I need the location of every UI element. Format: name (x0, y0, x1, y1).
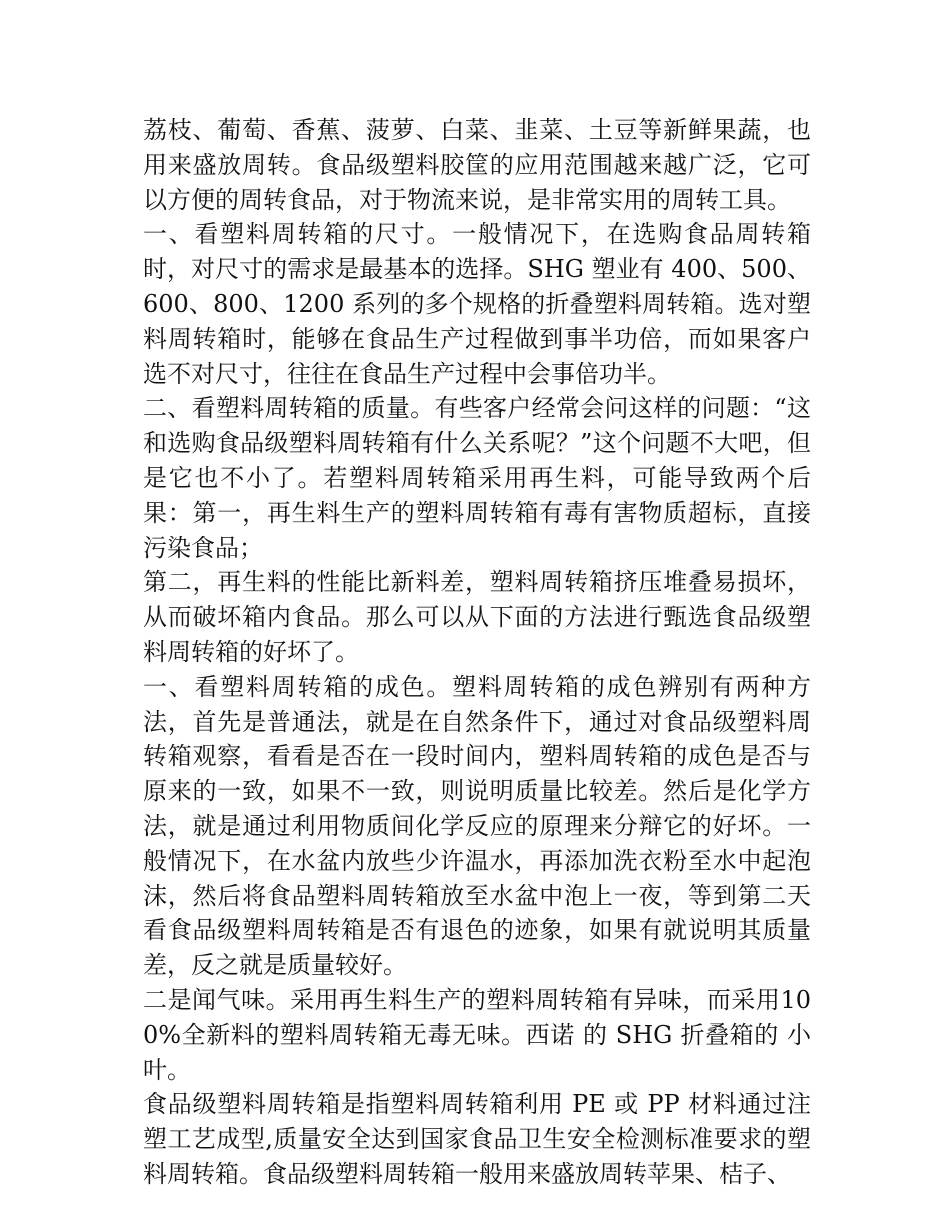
paragraph-6: 二是闻气味。采用再生料生产的塑料周转箱有异味，而采用100%全新料的塑料周转箱无毒无味。西诺 的 SHG 折叠箱的 小叶。 (143, 985, 811, 1084)
paragraph-3: 二、看塑料周转箱的质量。有些客户经常会问这样的问题：“这和选购食品级塑料周转箱有什么关系呢？”这个问题不大吧，但是它也不小了。若塑料周转箱采用再生料，可能导致两个后果：第一，再生料生产的塑料周转箱有毒有害物质超标，直接污染食品； (143, 394, 811, 562)
paragraph-1: 荔枝、葡萄、香蕉、菠萝、白菜、韭菜、土豆等新鲜果蔬，也用来盛放周转。食品级塑料胶筐的应用范围越来越广泛，它可以方便的周转食品，对于物流来说，是非常实用的周转工具。 (143, 116, 811, 214)
paragraph-5: 一、看塑料周转箱的成色。塑料周转箱的成色辨别有两种方法，首先是普通法，就是在自然条件下，通过对食品级塑料周转箱观察，看看是否在一段时间内，塑料周转箱的成色是否与原来的一致，如果不一致，则说明质量比较差。然后是化学方法，就是通过利用物质间化学反应的原理来分辩它的好坏。一般情况下，在水盆内放些少许温水，再添加洗衣粉至水中起泡沫，然后将食品塑料周转箱放至水盆中泡上一夜，等到第二天看食品级塑料周转箱是否有退色的迹象，如果有就说明其质量差，反之就是质量较好。 (143, 672, 811, 980)
paragraph-2: 一、看塑料周转箱的尺寸。一般情况下，在选购食品周转箱时，对尺寸的需求是最基本的选择。SHG 塑业有 400、500、600、800、1200 系列的多个规格的折叠塑料周转箱。选对塑料周转箱时，能够在食品生产过程做到事半功倍，而如果客户选不对尺寸，往往在食品生产过程中会事倍功半。 (143, 220, 811, 388)
paragraph-7: 食品级塑料周转箱是指塑料周转箱利用 PE 或 PP 材料通过注塑工艺成型,质量安全达到国家食品卫生安全检测标准要求的塑料周转箱。食品级塑料周转箱一般用来盛放周转苹果、桔子、 (143, 1090, 811, 1188)
document-body (143, 113, 811, 1192)
paragraph-4: 第二，再生料的性能比新料差，塑料周转箱挤压堆叠易损坏，从而破坏箱内食品。那么可以从下面的方法进行甄选食品级塑料周转箱的好坏了。 (143, 568, 811, 666)
